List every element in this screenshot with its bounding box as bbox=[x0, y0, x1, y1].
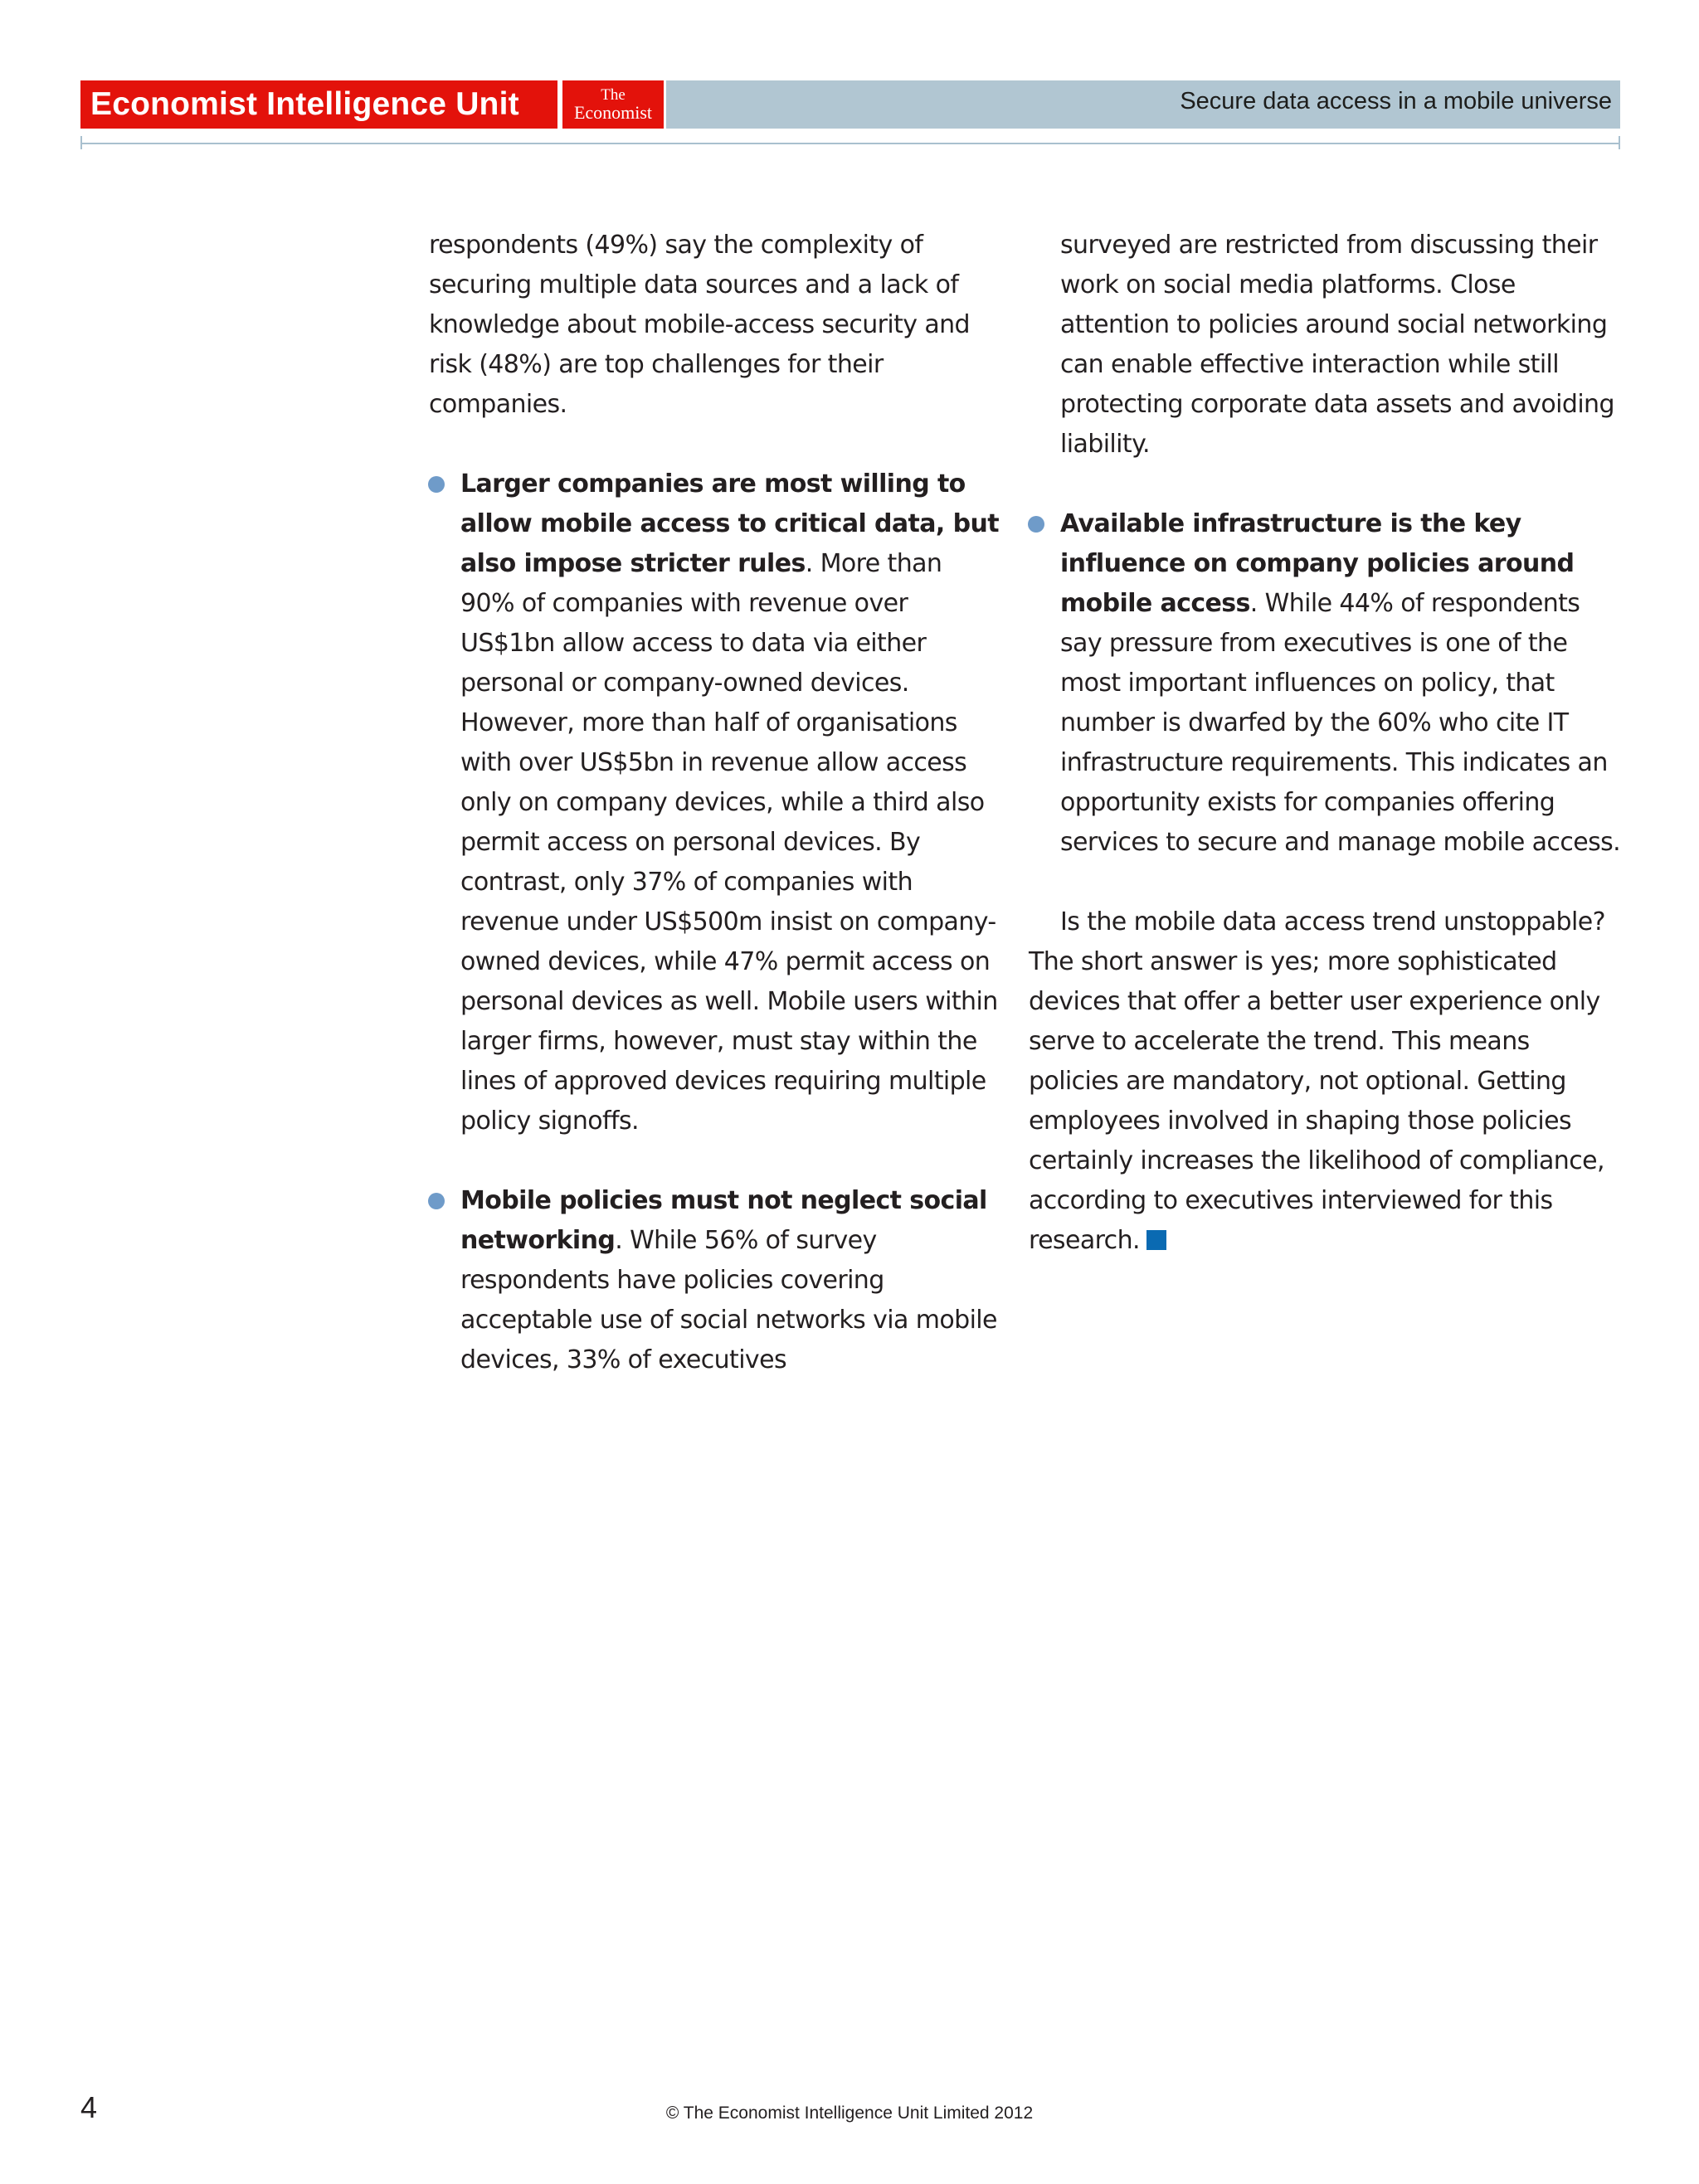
economist-logo bbox=[562, 80, 664, 129]
bullet-text: . While 44% of respondents say pressure from executives is one of the most important influences on policy, that number is dwarfed by the 60% who cite IT infrastructure requirements. This indicates an opportunity exists for companies offering services to secure and manage mobile access. bbox=[1060, 589, 1621, 857]
copyright-notice: © The Economist Intelligence Unit Limited 2012 bbox=[665, 2104, 1034, 2123]
bullet-item-social-networking bbox=[429, 1181, 1001, 1380]
bullet-text: . More than 90% of companies with revenue over US$1bn allow access to data via either personal or company-owned devices. However, more than half of organisations with over US$5bn in revenue allow access only on company devices, while a third also permit access on personal devices. By contrast, only 37% of companies with revenue under US$500m insist on company-owned devices, while 47% permit access on personal devices as well. Mobile users within larger firms, however, must stay within the lines of approved devices requiring multiple policy signoffs. bbox=[460, 549, 998, 1136]
end-of-article-square-icon bbox=[1146, 1230, 1166, 1250]
page-number: 4 bbox=[80, 2090, 98, 2124]
logo-line-the: The bbox=[601, 86, 626, 104]
bullet-text: . While 56% of survey respondents have policies covering acceptable use of social networks via mobile devices, 33% of executives bbox=[460, 1226, 997, 1374]
bullet-item-infrastructure bbox=[1029, 504, 1622, 863]
bullet-heading: Larger companies are most willing to allow mobile access to critical data, but also impose stricter rules bbox=[460, 469, 999, 578]
bullet-heading: Mobile policies must not neglect social networking bbox=[460, 1186, 987, 1255]
right-column bbox=[1029, 226, 1622, 1301]
body-paragraph: respondents (49%) say the complexity of securing multiple data sources and a lack of knowledge about mobile-access security and risk (48%) are top challenges for their companies. bbox=[429, 231, 970, 419]
body-paragraph: surveyed are restricted from discussing their work on social media platforms. Close attention to policies around social networking can enable effective interaction while still protecting corporate data assets and avoiding liability. bbox=[1060, 231, 1614, 459]
left-column bbox=[429, 226, 1001, 1420]
eiu-brand-banner bbox=[80, 80, 557, 129]
header-rule-right-tick bbox=[1619, 136, 1620, 149]
closing-paragraph-text: Is the mobile data access trend unstoppable? The short answer is yes; more sophisticated devices that offer a better user experience only serve to accelerate the trend. This means policies are mandatory, not optional. Getting employees involved in shaping those policies certainly increases the likelihood of compliance, according to executives interviewed for this research. bbox=[1029, 907, 1605, 1255]
bullet-dot-icon bbox=[428, 1193, 445, 1209]
bullet-item-larger-companies bbox=[429, 465, 1001, 1141]
logo-line-economist: Economist bbox=[573, 102, 653, 123]
bullet-heading: Available infrastructure is the key influence on company policies around mobile access bbox=[1060, 509, 1575, 618]
bullet-dot-icon bbox=[428, 476, 445, 493]
report-title: Secure data access in a mobile universe bbox=[1180, 88, 1612, 114]
report-title-bar bbox=[666, 80, 1620, 129]
brand-name: Economist Intelligence Unit bbox=[90, 86, 519, 122]
header-rule-left-tick bbox=[80, 136, 82, 149]
bullet-dot-icon bbox=[1028, 516, 1044, 533]
header-rule bbox=[80, 143, 1620, 144]
closing-paragraph bbox=[1029, 902, 1622, 1261]
